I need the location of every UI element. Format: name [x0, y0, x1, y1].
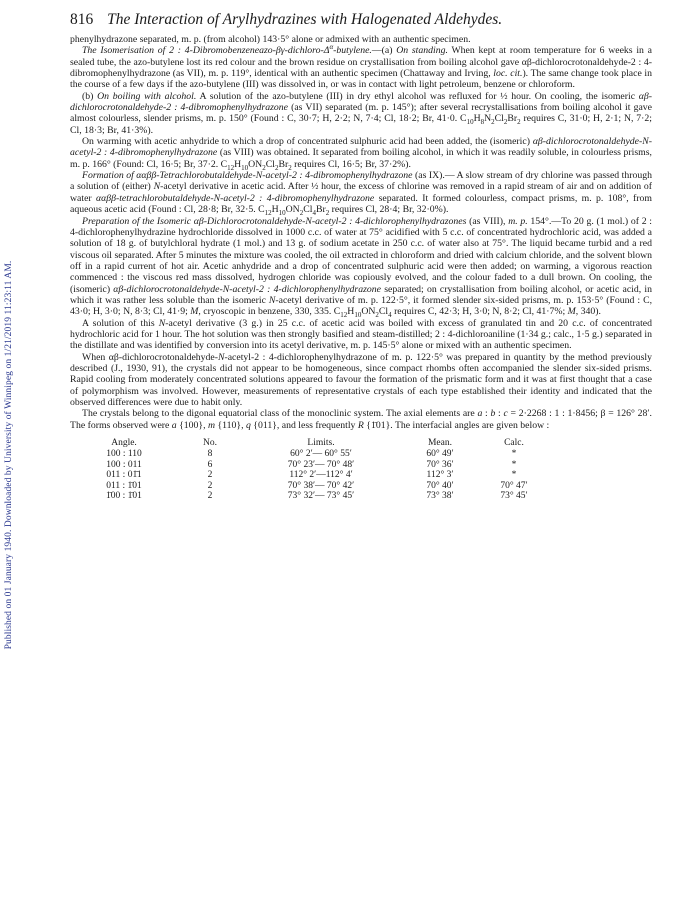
- text-run: N: [217, 351, 225, 363]
- page-number: 816: [70, 11, 94, 28]
- text-run: requires Cl, 28·4; Br, 32·0%).: [329, 204, 449, 216]
- text-run: requires C, 42·3; H, 3·0; N, 8·2; Cl, 41·7%;: [391, 306, 568, 318]
- text-run: On standing.: [396, 45, 448, 57]
- text-run: Cl: [494, 113, 504, 125]
- text-run: requires C, 31·0; H, 2·1; N, 7·2; Cl, 18·3; Br, 41·3%).: [70, 113, 653, 136]
- text-run: 4: [388, 311, 392, 320]
- table-row: [70, 460, 548, 471]
- text-run: N: [268, 294, 276, 306]
- table-cell: 60° 49′: [426, 449, 454, 460]
- text-run: c: [503, 408, 508, 420]
- text-run: 10: [278, 209, 286, 218]
- text-run: Preparation of the Isomeric αβ-Dichlorocrotonaldehyde-N-acetyl-2 : 4-dichlorophenylhydrazones: [82, 215, 467, 227]
- table-cell: 8: [207, 449, 213, 460]
- text-run: H: [271, 204, 279, 216]
- text-run: -acetyl derivative of m. p. 122·5°, it formed slender six-sided prisms, m. p. 153·5° (Found : C, 43·0; H, 3·0; N, 8·3; Cl, 41·9;: [70, 294, 653, 318]
- text-run: 2: [299, 209, 304, 218]
- text-run: m. p.: [508, 215, 528, 227]
- table-row: [70, 449, 548, 460]
- download-watermark-text: Published on 01 January 1940. Downloaded by University of Winnipeg on 1/21/2019 11:23:11 AM.: [4, 260, 14, 650]
- text-run: The Isomerisation of 2 : 4-Dibromobenzeneazo-βγ-dichloro-Δ: [82, 45, 330, 57]
- text-run: (as VIII) was obtained. It separated from boiling alcohol, in which it was readily soluble, in colourless prisms, m. p. 166° (Found: Cl, 16·5; Br, 37·2. C: [70, 147, 652, 170]
- paragraph-p1: [70, 34, 652, 45]
- text-run: Formation of ααββ-Tetrachlorobutaldehyde-N-acetyl-2 : 4-dibromophenylhydrazone: [82, 170, 413, 182]
- table-cell: 60° 2′— 60° 55′: [290, 449, 352, 460]
- text-run: 2: [325, 209, 330, 218]
- table-cell: 70° 38′— 70° 42′: [287, 480, 355, 491]
- text-run: N: [153, 181, 161, 193]
- text-run: 10: [354, 311, 362, 320]
- text-run: M: [190, 306, 199, 318]
- text-run: αβ-dichlorocrotonaldehyde-N-acetyl-2 : 4-dichlorophenylhydrazone: [113, 283, 381, 295]
- text-run: q: [245, 419, 251, 431]
- text-run: (as VII) separated (m. p. 145°); after several recrystallisations from boiling alcohol it gave almost colourless, slender prisms, m. p. 150° (Found : C, 30·7; H, 2·2; N, 7·4; Cl, 18·2; Br, 41·0. C: [70, 102, 652, 125]
- text-run: On warming with acetic anhydride to which a drop of concentrated sulphuric acid had been added, the (isomeric): [82, 136, 533, 148]
- paragraph-p7: [70, 318, 652, 352]
- text-run: ααββ-tetrachlorobutaldehyde-N-acetyl-2 : 4-dibromophenylhydrazone: [96, 192, 375, 204]
- text-run: 154°.—To 20 g. (1 mol.) of 2 : 4-dichlorophenylhydrazine hydrochloride dissolved in 1000 c.c. of water at 75° acidified with 5 c.c. of concentrated hydrochloric acid, was added a solution of 18 g. of butylchloral hydrate (1 mol.) and 13 g. of sodium acetate in 250 c.c. of water also at 75°. The liquid became turbid and a red viscous oil separated. After 5 minutes the mixture was cooled, the oil extracted in chloroform and dried with calcium chloride, and the solvent blown off in a rapid current of hot air. Acetic anhydride and a drop of concentrated sulphuric acid were then added; on warming, a vigorous reaction commenced : the viscous red mass dissolved, hydrogen chloride was copiously evolved, and the colour faded to a dull brown. On cooling, the (isomeric): [70, 215, 653, 295]
- text-run: 10: [241, 163, 249, 172]
- text-run: 2: [517, 118, 521, 127]
- interfacial-angles-table: [70, 437, 548, 502]
- text-run: Cl: [378, 306, 389, 318]
- running-title: The Interaction of Arylhydrazines with Halogenated Aldehydes.: [107, 11, 503, 28]
- text-run: phenylhydrazone separated, m. p. (from alcohol) 143·5° alone or admixed with an authentic specimen.: [70, 34, 471, 45]
- text-run: R: [357, 419, 364, 431]
- text-run: The crystals belong to the digonal equatorial class of the monoclinic system. The axial elements are: [82, 408, 478, 420]
- table-cell: 2: [207, 470, 213, 481]
- text-run: αβ-dichlorocrotonaldehyde-2 : 4-dibromophenylhydrazone: [70, 90, 652, 114]
- text-run: Cl: [303, 204, 313, 216]
- text-run: {100},: [176, 419, 208, 431]
- text-run: ). The same change took place in the course of a few days if the azo-butylene (III) was dissolved in, or was in contact with light petroleum, benzene or chloroform.: [70, 68, 652, 91]
- text-run: separated. It formed colourless, compact prisms, m. p. 108°, from aqueous acetic acid (Found : Cl, 28·8; Br, 32·5. C: [70, 192, 653, 216]
- text-run: —(a): [371, 45, 397, 57]
- paragraph-p4: [70, 136, 652, 170]
- text-run: M: [567, 306, 576, 318]
- text-run: loc. cit.: [493, 68, 523, 80]
- text-run: {011}, and less frequently: [250, 419, 358, 431]
- paragraph-p9: [70, 408, 652, 431]
- paragraph-p5: [70, 170, 653, 218]
- table-cell: 100 : 011: [106, 459, 142, 470]
- paragraph-p3: [70, 91, 652, 136]
- text-run: :: [482, 408, 491, 420]
- table-cell: 6: [207, 459, 213, 470]
- text-run: , cryoscopic in benzene, 330, 335. C: [198, 306, 341, 318]
- text-run: a: [171, 419, 177, 431]
- text-run: -acetyl-2 : 4-dichlorophenylhydrazone of m. p. 122·5° was prepared in quantity by the method previously described (J., 1930, 91), the crystals did not appear to be homogeneous, since compact rhombs often accompanied the slender six-sided prisms. Rapid cooling from moderately concentrated solutions appeared to favour the formation of the prismatic form and it was at first thought that a case of polymorphism was involved. However, measurements of representative crystals of each type established their identity and indicated that the observed differences were due to habit only.: [70, 351, 652, 408]
- table-cell: 70° 23′— 70° 48′: [287, 459, 355, 470]
- text-run: 2: [288, 163, 292, 172]
- text-run: 2: [262, 163, 266, 172]
- table-cell: *: [511, 470, 517, 481]
- text-run: a: [477, 408, 483, 420]
- paragraph-p8: [70, 352, 652, 409]
- text-run: 12: [227, 163, 235, 172]
- table-cell: 2: [207, 491, 213, 502]
- text-run: , 340).: [575, 306, 601, 318]
- text-run: :: [495, 408, 504, 420]
- text-run: αβ-dichlorocrotonaldehyde-N-acetyl-2 : 4-dibromophenylhydrazone: [70, 136, 652, 159]
- text-run: When αβ-dichlorocrotonaldehyde-: [82, 351, 218, 363]
- text-run: 12: [264, 209, 272, 218]
- text-run: H: [473, 113, 481, 125]
- table-cell: 011 : 01̄1: [106, 470, 142, 481]
- column-header: Limits.: [307, 438, 335, 449]
- table-cell: 1̄00 : 1̄01: [106, 491, 142, 502]
- text-run: m: [207, 419, 216, 431]
- column-header: Angle.: [111, 438, 137, 449]
- text-run: {110},: [215, 419, 246, 431]
- table-cell: 011 : 1̄01: [106, 480, 142, 491]
- text-run: = 2·2268 : 1 : 1·8456; β = 126° 28′. The forms observed were: [70, 408, 652, 431]
- article-text: [70, 34, 652, 431]
- text-run: H: [347, 306, 355, 318]
- table-body: [70, 449, 548, 502]
- table-cell: 70° 36′: [426, 459, 454, 470]
- text-run: -butylene.: [333, 45, 372, 57]
- text-run: 2: [503, 118, 508, 127]
- text-run: Br: [507, 113, 518, 125]
- text-run: 12: [340, 311, 348, 320]
- download-watermark: [2, 135, 16, 775]
- running-header: [70, 10, 652, 30]
- text-run: A solution of the azo-butylene (III) in dry ethyl alcohol was refluxed for ½ hour. On cooling, the isomeric: [196, 90, 639, 102]
- text-run: H: [234, 158, 242, 170]
- text-run: ON: [285, 204, 300, 216]
- column-header: Calc.: [504, 438, 524, 449]
- table-cell: 112° 2′—112° 4′: [289, 470, 353, 481]
- paragraph-p2: [70, 45, 652, 90]
- table-cell: 70° 40′: [426, 480, 454, 491]
- text-run: 2: [274, 163, 279, 172]
- table-cell: 112° 3′: [426, 470, 454, 481]
- text-run: ON: [248, 158, 263, 170]
- text-run: b: [490, 408, 496, 420]
- text-run: 4: [312, 209, 316, 218]
- text-run: Br: [278, 158, 289, 170]
- table-cell: 2: [207, 480, 213, 491]
- column-header: No.: [203, 438, 217, 449]
- paragraph-p6: [70, 216, 652, 318]
- text-run: {1̄01}. The interfacial angles are given below :: [363, 419, 550, 431]
- text-run: requires Cl, 16·5; Br, 37·2%).: [291, 158, 411, 170]
- table-cell: 70° 47′: [500, 480, 528, 491]
- column-header: Mean.: [427, 438, 452, 449]
- text-run: ON: [361, 306, 376, 318]
- text-run: Cl: [265, 158, 275, 170]
- text-run: -acetyl derivative in acetic acid. After ½ hour, the excess of chlorine was removed in a rapid stream of air and on addition of water: [70, 181, 652, 204]
- text-run: When kept at room temperature for 6 weeks in a sealed tube, the azo-butylene lost its red colour and the brown residue on crystallisation from boiling alcohol gave αβ-dichlorocrotonaldehyde-2 : 4-dibromophenylhydrazone (as VII), m. p. 119°, identical with an authentic specimen (Chattaway and Irving,: [70, 45, 652, 80]
- text-run: N: [158, 317, 166, 329]
- text-run: Br: [315, 204, 326, 216]
- table-row: [70, 491, 548, 502]
- text-run: 8: [480, 118, 485, 127]
- table-cell: *: [511, 459, 517, 470]
- text-run: N: [484, 113, 492, 125]
- page-body: [70, 10, 652, 502]
- text-run: separated; on crystallisation from boiling alcohol, or acetic acid, in which it was rather less soluble than the isomeric: [70, 283, 652, 306]
- table-cell: *: [511, 449, 517, 460]
- table-cell: 73° 38′: [426, 491, 454, 502]
- table-row: [70, 481, 548, 492]
- table-row: [70, 470, 548, 481]
- text-run: (as VIII),: [466, 215, 509, 227]
- text-run: α: [329, 43, 334, 52]
- text-run: 2: [375, 311, 379, 320]
- text-run: (b): [82, 90, 98, 102]
- text-run: On boiling with alcohol.: [97, 90, 197, 102]
- text-run: 2: [491, 118, 495, 127]
- table-cell: 73° 45′: [500, 491, 528, 502]
- text-run: 10: [466, 118, 474, 127]
- table-header-row: [70, 437, 548, 449]
- text-run: (as IX).— A slow stream of dry chlorine was passed through a solution of (either): [70, 170, 652, 193]
- table-cell: 100 : 110: [106, 449, 142, 460]
- text-run: A solution of this: [82, 317, 159, 329]
- table-cell: 73° 32′— 73° 45′: [287, 491, 355, 502]
- text-run: -acetyl derivative (3 g.) in 25 c.c. of acetic acid was boiled with excess of granulated tin and 20 c.c. of concentrated hydrochloric acid for 1 hour. The hot solution was then strongly basified and steam-distilled; 2 : 4-dichloroaniline (1·34 g.; calc., 1·5 g.) separated in the distillate and was identified by conversion into its acetyl derivative, m. p. 145·5° alone or mixed with an authentic specimen.: [70, 317, 652, 352]
